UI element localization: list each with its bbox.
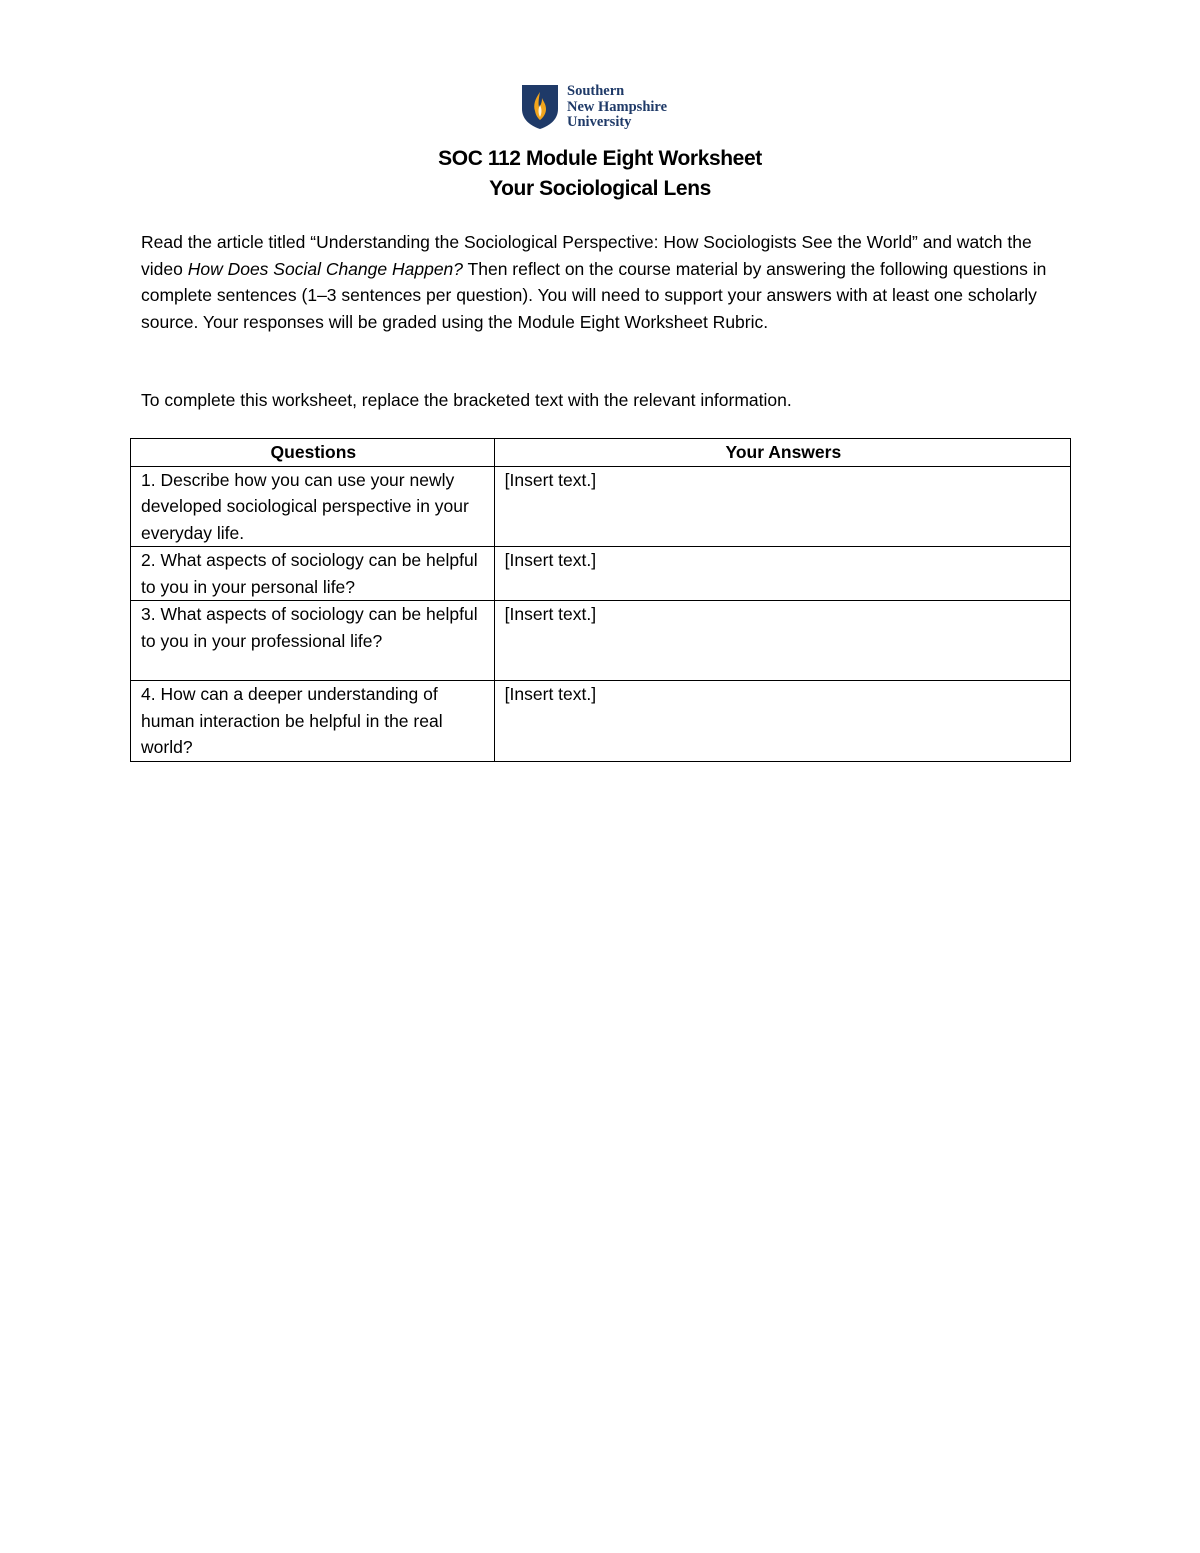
university-logo [521, 84, 691, 132]
answer-cell[interactable]: [Insert text.] [494, 681, 1070, 762]
document-subtitle: Your Sociological Lens [489, 177, 711, 200]
shield-flame-icon [521, 84, 559, 130]
answers-header: Your Answers [494, 439, 1070, 467]
intro-text-part2: Then reflect on the course material by answering the following questions in complete sentences (1–3 sentences per question). You will need to support your answers with at least one scholarly source. Your responses will be graded using the Module Eight Worksheet Rubric. [141, 258, 1047, 332]
answer-cell[interactable]: [Insert text.] [494, 547, 1070, 601]
question-cell: 2. What aspects of sociology can be helpful to you in your personal life? [131, 547, 495, 601]
question-cell: 1. Describe how you can use your newly developed sociological perspective in your everyday life. [131, 466, 495, 547]
document-title: SOC 112 Module Eight Worksheet [438, 147, 762, 170]
table-row [131, 466, 1071, 547]
questions-header: Questions [131, 439, 495, 467]
logo-line-3: University [567, 114, 632, 130]
logo-line-1: Southern [567, 83, 625, 99]
question-cell: 3. What aspects of sociology can be helpful to you in your professional life? [131, 601, 495, 681]
logo-line-2: New Hampshire [567, 98, 668, 115]
intro-text-part1: Read the article titled “Understanding the Sociological Perspective: How Sociologists See the World” and watch the video [141, 232, 1032, 279]
question-cell: 4. How can a deeper understanding of human interaction be helpful in the real world? [131, 681, 495, 762]
table-row [131, 681, 1071, 762]
questions-table [130, 438, 1071, 762]
intro-paragraph [141, 229, 1071, 335]
title-block [0, 144, 1200, 204]
video-title: How Does Social Change Happen? [187, 258, 464, 279]
answer-cell[interactable]: [Insert text.] [494, 601, 1070, 681]
table-header-row [131, 439, 1071, 467]
table-row [131, 547, 1071, 601]
table-row [131, 601, 1071, 681]
answer-cell[interactable]: [Insert text.] [494, 466, 1070, 547]
logo-wordmark [567, 84, 667, 131]
instruction-paragraph: To complete this worksheet, replace the bracketed text with the relevant information. [141, 390, 792, 410]
